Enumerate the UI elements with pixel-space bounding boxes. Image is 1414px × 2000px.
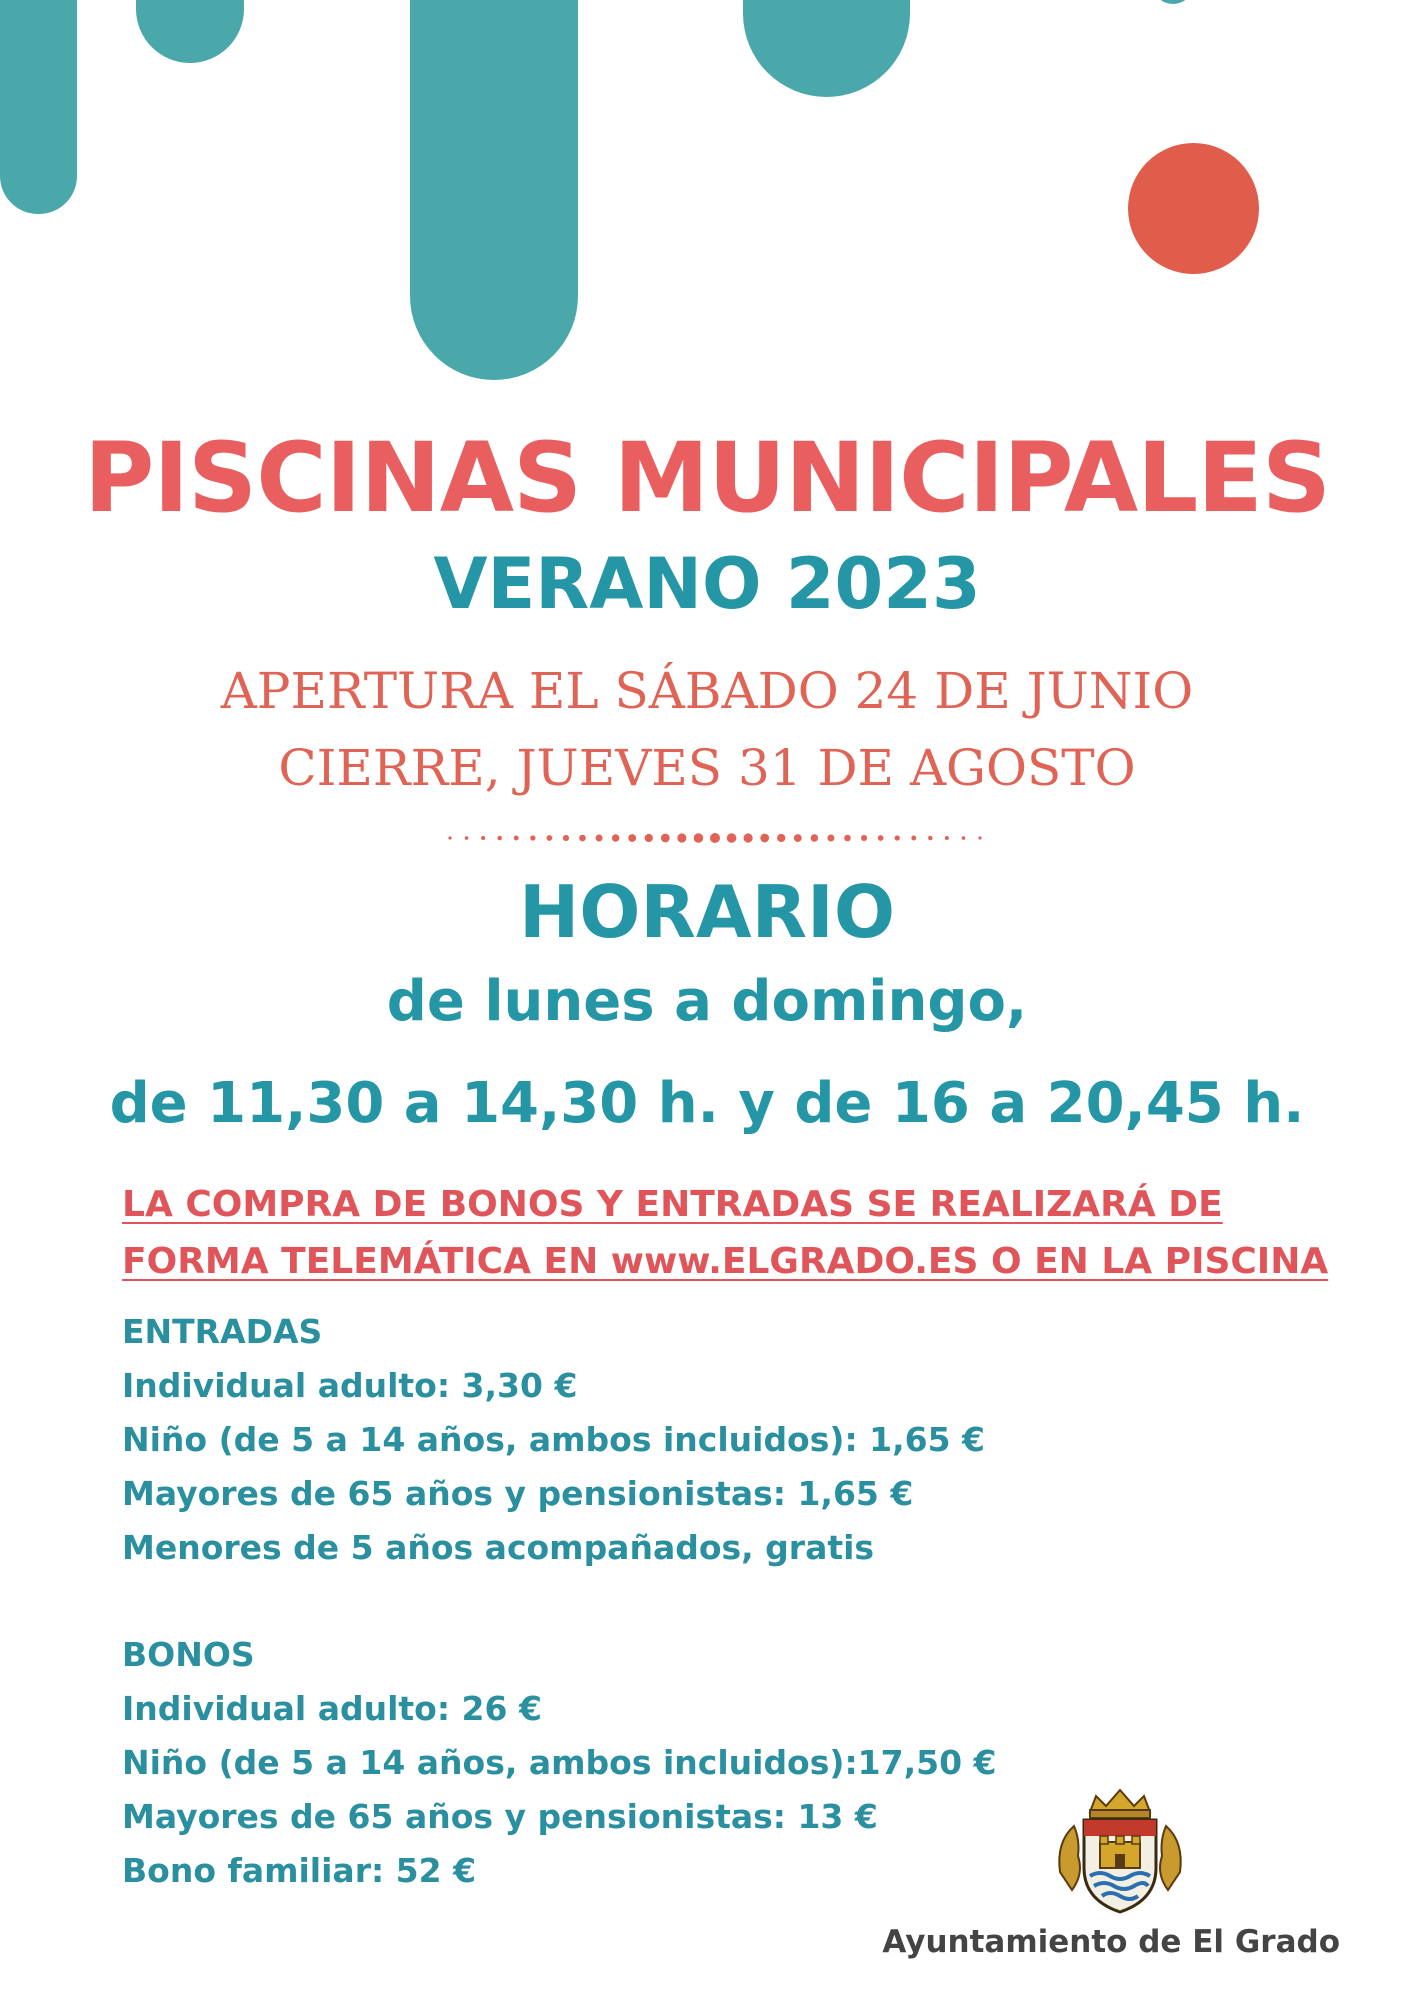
- divider-dot: [579, 835, 586, 842]
- decorative-teal-dot: [1152, 0, 1194, 4]
- price-item: Individual adulto: 26 €: [122, 1689, 542, 1728]
- divider-dot: [811, 834, 818, 841]
- price-item: Bono familiar: 52 €: [122, 1851, 477, 1890]
- divider-dot: [744, 833, 753, 842]
- divider-dot: [596, 834, 603, 841]
- coat-of-arms-icon: [1050, 1782, 1190, 1922]
- purchase-notice: [122, 1176, 1372, 1290]
- divider-dot: [895, 835, 900, 840]
- opening-date: APERTURA EL SÁBADO 24 DE JUNIO: [220, 662, 1194, 720]
- schedule-days: de lunes a domingo,: [386, 969, 1028, 1034]
- divider-dot: [628, 834, 636, 842]
- divider-dot: [827, 834, 834, 841]
- divider-dot: [878, 835, 884, 841]
- tickets-section: [122, 1305, 1122, 1575]
- closing-date: CIERRE, JUEVES 31 DE AGOSTO: [278, 739, 1136, 797]
- divider-dot: [760, 834, 769, 843]
- divider-dot: [645, 834, 653, 842]
- schedule-hours: de 11,30 a 14,30 h. y de 16 a 20,45 h.: [109, 1071, 1305, 1136]
- divider-dot: [978, 836, 981, 839]
- divider-dot: [727, 833, 737, 843]
- divider-dot: [945, 836, 949, 840]
- price-item: Menores de 5 años acompañados, gratis: [122, 1528, 875, 1567]
- price-item: Individual adulto: 3,30 €: [122, 1366, 578, 1405]
- purchase-notice-line: LA COMPRA DE BONOS Y ENTRADAS SE REALIZARÁ DE: [122, 1184, 1223, 1225]
- decorative-teal-drip-3: [410, 0, 578, 380]
- passes-heading: BONOS: [122, 1635, 255, 1674]
- decorative-teal-drip-2: [136, 0, 244, 63]
- price-item: Niño (de 5 a 14 años, ambos incluidos):17,50 €: [122, 1743, 997, 1782]
- divider-dot: [844, 835, 851, 842]
- price-item: Mayores de 65 años y pensionistas: 1,65 €: [122, 1474, 914, 1513]
- page-subtitle: VERANO 2023: [433, 543, 981, 625]
- price-item: Mayores de 65 años y pensionistas: 13 €: [122, 1797, 878, 1836]
- divider-dot: [928, 836, 932, 840]
- divider-dot: [448, 836, 451, 839]
- divider-dot: [777, 834, 785, 842]
- passes-section: [122, 1628, 1122, 1898]
- divider-dot: [677, 833, 686, 842]
- divider-dot: [497, 836, 501, 840]
- divider-dot: [861, 835, 867, 841]
- dotted-divider: [440, 828, 990, 848]
- decorative-teal-drip-1: [0, 0, 77, 214]
- tickets-heading: ENTRADAS: [122, 1312, 323, 1351]
- divider-dot: [514, 836, 519, 841]
- divider-dot: [547, 835, 553, 841]
- divider-dot: [794, 834, 802, 842]
- divider-dot: [563, 835, 569, 841]
- divider-dot: [710, 833, 720, 843]
- divider-dot: [661, 834, 670, 843]
- decorative-red-circle: [1128, 143, 1259, 274]
- divider-dot: [612, 834, 619, 841]
- divider-dot: [694, 833, 704, 843]
- divider-dot: [911, 836, 916, 841]
- purchase-notice-line: FORMA TELEMÁTICA EN www.ELGRADO.ES O EN LA PISCINA: [122, 1241, 1329, 1282]
- page-title: PISCINAS MUNICIPALES: [83, 422, 1331, 534]
- schedule-heading: HORARIO: [518, 870, 896, 954]
- price-item: Niño (de 5 a 14 años, ambos incluidos): 1,65 €: [122, 1420, 986, 1459]
- divider-dot: [962, 836, 966, 840]
- decorative-teal-drip-4: [743, 0, 910, 97]
- organization-name: Ayuntamiento de El Grado: [882, 1924, 1340, 1960]
- divider-dot: [465, 836, 469, 840]
- divider-dot: [481, 836, 485, 840]
- divider-dot: [530, 835, 535, 840]
